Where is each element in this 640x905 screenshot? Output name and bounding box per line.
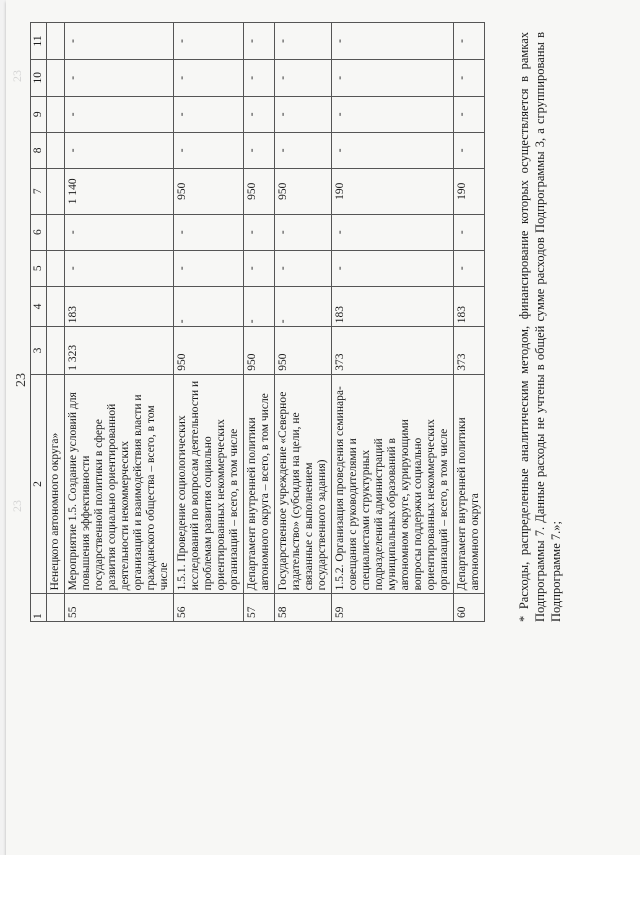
table-row xyxy=(275,23,332,622)
page-number: 23 xyxy=(14,373,29,387)
value-cell: - xyxy=(174,214,244,250)
header-cell: 1 xyxy=(31,594,47,622)
header-cell: 8 xyxy=(31,132,47,168)
header-cell: 10 xyxy=(31,59,47,96)
value-cell: - xyxy=(332,23,454,60)
value-cell: - xyxy=(244,286,275,326)
value-cell: - xyxy=(65,96,174,132)
value-cell: 950 xyxy=(275,327,332,374)
budget-table xyxy=(30,22,485,622)
value-cell: 183 xyxy=(65,286,174,326)
row-number: 57 xyxy=(244,594,275,622)
value-cell: - xyxy=(244,250,275,286)
header-cell: 9 xyxy=(31,96,47,132)
row-name: Департамент внутренней политики автономного округа xyxy=(454,374,485,594)
header-cell: 4 xyxy=(31,286,47,326)
ghost-page-number: 23 xyxy=(10,70,24,82)
table-body xyxy=(65,23,485,622)
header-cell: 2 xyxy=(31,374,47,594)
value-cell: - xyxy=(454,250,485,286)
value-cell: - xyxy=(244,132,275,168)
value-cell: - xyxy=(332,96,454,132)
table-row xyxy=(244,23,275,622)
row-number: 59 xyxy=(332,594,454,622)
value-cell: - xyxy=(174,23,244,60)
value-cell: - xyxy=(454,214,485,250)
row-name: Государственное учреждение «Северное издательство» (субсидия на цели, не связанные с выполнением государственного задания) xyxy=(275,374,332,594)
value-cell: - xyxy=(244,23,275,60)
value-cell: - xyxy=(275,132,332,168)
row-number: 56 xyxy=(174,594,244,622)
value-cell: - xyxy=(332,132,454,168)
value-cell: - xyxy=(454,132,485,168)
value-cell: - xyxy=(174,132,244,168)
value-cell: - xyxy=(454,59,485,96)
value-cell: - xyxy=(332,214,454,250)
value-cell: - xyxy=(275,59,332,96)
row-number: 60 xyxy=(454,594,485,622)
value-cell: 950 xyxy=(244,327,275,374)
value-cell: 950 xyxy=(275,168,332,214)
row-number xyxy=(47,594,65,622)
value-cell: 373 xyxy=(332,327,454,374)
value-cell: - xyxy=(174,96,244,132)
value-cell: - xyxy=(332,59,454,96)
value-cell: 950 xyxy=(244,168,275,214)
table-header-row xyxy=(31,23,47,622)
value-cell: 1 140 xyxy=(65,168,174,214)
table-row xyxy=(332,23,454,622)
value-cell: - xyxy=(244,214,275,250)
rotated-content xyxy=(6,22,606,842)
value-cell: - xyxy=(454,23,485,60)
table-row xyxy=(174,23,244,622)
document-page xyxy=(6,0,640,855)
value-cell: - xyxy=(275,96,332,132)
footnote: * Расходы, распределенные аналитическим методом, финансирование которых осуществляется в рамках Подпрограммы 7. Данные расходы не учтены в общей сумме расходов Подпрограммы 3, а сгруппированы в Подпрограмме 7.»; xyxy=(517,32,563,622)
value-cell: 950 xyxy=(174,327,244,374)
header-cell: 7 xyxy=(31,168,47,214)
row-name: 1.5.2. Организация проведения семинара-совещания с руководителями и специалистами структурных подразделений администраций муниципальных образований в автономном округе, курирующими вопросы поддержки социально ориентированных некоммерческих организаций – всего, в том числе xyxy=(332,374,454,594)
bottom-margin xyxy=(0,855,640,905)
value-cell: - xyxy=(65,59,174,96)
value-cell: 373 xyxy=(454,327,485,374)
value-cell: - xyxy=(174,250,244,286)
row-name: Мероприятие 1.5. Создание условий для повышения эффективности государственной политики в сфере развития социально ориентированной деятельности некоммерческих организаций и взаимодействия власти и гражданского общества – всего, в том числе xyxy=(65,374,174,594)
row-name: Ненецкого автономного округа» xyxy=(47,374,65,594)
value-cell: - xyxy=(275,23,332,60)
value-cell: 950 xyxy=(174,168,244,214)
table-row xyxy=(454,23,485,622)
value-cell: - xyxy=(244,59,275,96)
header-cell: 11 xyxy=(31,23,47,60)
row-number: 55 xyxy=(65,594,174,622)
row-name: 1.5.1. Проведение социологических исследований по вопросам деятельности и проблемам развития социально ориентированных некоммерческих организаций – всего, в том числе xyxy=(174,374,244,594)
value-cell: - xyxy=(275,214,332,250)
header-cell: 5 xyxy=(31,250,47,286)
ghost-page-number: 23 xyxy=(10,500,24,512)
value-cell: 190 xyxy=(332,168,454,214)
value-cell: - xyxy=(275,250,332,286)
value-cell: 1 323 xyxy=(65,327,174,374)
value-cell: - xyxy=(65,132,174,168)
value-cell: - xyxy=(454,96,485,132)
value-cell: - xyxy=(275,286,332,326)
value-cell: - xyxy=(65,214,174,250)
table-row xyxy=(65,23,174,622)
value-cell: - xyxy=(244,96,275,132)
value-cell: 183 xyxy=(454,286,485,326)
header-cell: 6 xyxy=(31,214,47,250)
value-cell: 183 xyxy=(332,286,454,326)
header-cell: 3 xyxy=(31,327,47,374)
value-cell: - xyxy=(332,250,454,286)
table-row xyxy=(47,23,65,622)
value-cell: - xyxy=(174,286,244,326)
value-cell: 190 xyxy=(454,168,485,214)
value-cell: - xyxy=(65,23,174,60)
value-cell: - xyxy=(174,59,244,96)
row-name: Департамент внутренней политики автономного округа – всего, в том числе xyxy=(244,374,275,594)
row-number: 58 xyxy=(275,594,332,622)
value-cell: - xyxy=(65,250,174,286)
